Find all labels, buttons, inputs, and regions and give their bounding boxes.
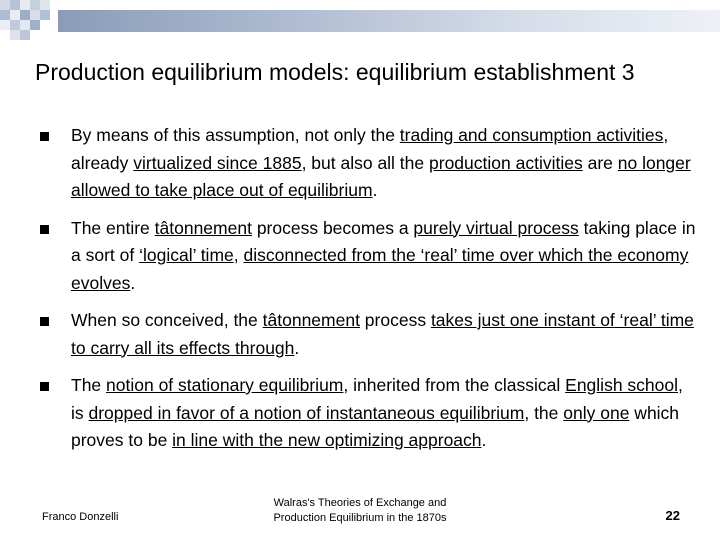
underlined-phrase: dropped in favor of a notion of instantaneous equilibrium: [88, 402, 525, 423]
banner-square: [0, 20, 10, 30]
banner-square: [20, 30, 30, 40]
banner-square: [40, 10, 50, 20]
banner-square: [30, 20, 40, 30]
footer-title: [250, 496, 470, 526]
banner-square: [40, 0, 50, 10]
banner-square: [10, 20, 20, 30]
bullet-text: [71, 218, 696, 293]
bullet-text: [71, 125, 691, 200]
banner-square: [20, 20, 30, 30]
bullet-item: [38, 307, 698, 362]
footer-author: Franco Donzelli: [42, 511, 119, 523]
text-segment: process becomes a: [251, 217, 414, 238]
square-bullet-icon: [40, 132, 49, 141]
text-segment: , is: [71, 375, 683, 423]
text-segment: ,: [233, 245, 244, 265]
text-segment: , the: [524, 402, 564, 423]
underlined-phrase: trading and consumption activities: [399, 125, 664, 145]
square-bullet-icon: [40, 382, 49, 391]
underlined-phrase: only one: [563, 402, 630, 423]
banner-square: [30, 0, 40, 10]
banner-square: [30, 10, 40, 20]
bullet-text: [71, 375, 683, 450]
square-bullet-icon: [40, 317, 49, 326]
text-segment: , already: [71, 125, 669, 173]
banner-square: [0, 0, 10, 10]
text-segment: , but also all the: [301, 152, 430, 173]
text-segment: The entire: [71, 217, 155, 238]
text-segment: .: [481, 430, 487, 450]
bullet-text: [71, 310, 694, 358]
underlined-phrase: English school: [565, 375, 679, 395]
banner-square: [20, 10, 30, 20]
underlined-phrase: virtualized since 1885: [133, 152, 302, 173]
underlined-phrase: purely virtual process: [413, 217, 579, 238]
footer-title-line2: Production Equilibrium in the 1870s: [273, 512, 447, 524]
underlined-phrase: no longer allowed to take place out of equilibrium: [71, 152, 691, 200]
underlined-phrase: production activities: [429, 152, 583, 173]
banner-gradient-bar: [58, 10, 720, 32]
underlined-phrase: tâtonnement: [262, 310, 360, 330]
underlined-phrase: ‘logical’ time: [139, 245, 234, 265]
banner-square: [10, 30, 20, 40]
text-segment: When so conceived, the: [71, 310, 263, 330]
bullet-item: [38, 122, 698, 205]
underlined-phrase: disconnected from the ‘real’ time over which the economy evolves: [71, 245, 689, 293]
underlined-phrase: tâtonnement: [154, 217, 252, 238]
text-segment: process: [359, 310, 431, 330]
page-number: 22: [665, 508, 680, 523]
footer-title-line1: Walras's Theories of Exchange and: [273, 497, 447, 509]
banner-square: [0, 10, 10, 20]
text-segment: .: [294, 337, 300, 358]
underlined-phrase: takes just one instant of ‘real’ time to carry all its effects through: [71, 310, 694, 358]
slide-title: Production equilibrium models: equilibrium establishment 3: [35, 59, 635, 85]
bullet-list: [38, 122, 698, 465]
bullet-item: [38, 215, 698, 298]
text-segment: taking place in a sort of: [71, 217, 696, 265]
text-segment: By means of this assumption, not only the: [71, 125, 400, 145]
banner-square: [20, 0, 30, 10]
text-segment: .: [372, 180, 378, 200]
header-banner: [0, 0, 720, 50]
bullet-item: [38, 372, 698, 455]
underlined-phrase: notion of stationary equilibrium: [106, 375, 344, 395]
text-segment: , inherited from the classical: [343, 375, 566, 395]
banner-square: [10, 10, 20, 20]
text-segment: which proves to be: [71, 402, 680, 450]
text-segment: .: [130, 272, 136, 293]
text-segment: are: [582, 152, 618, 173]
underlined-phrase: in line with the new optimizing approach: [172, 430, 482, 450]
text-segment: The: [71, 375, 107, 395]
banner-square: [10, 0, 20, 10]
square-bullet-icon: [40, 225, 49, 234]
